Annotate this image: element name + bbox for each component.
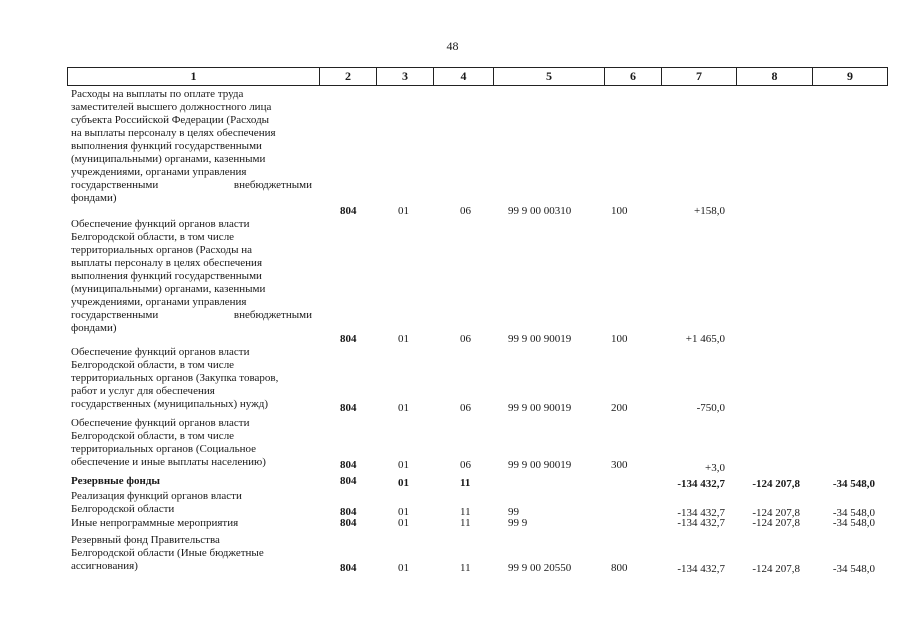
subsection-code: 06 bbox=[460, 459, 471, 471]
header-col-7: 7 bbox=[662, 68, 737, 85]
row-description: Расходы на выплаты по оплате труда заместителей высшего должностного лица субъекта Российской Федерации (Расходы на выплаты персоналу в целях обеспечения выполнения функций государственными (муниципальными) органами, казенными учреждениями, органами управления государственными внебюджетными фондами) bbox=[71, 88, 312, 204]
amount-col-7: -134 432,7 bbox=[677, 563, 725, 575]
row-description: Обеспечение функций органов власти Белгородской области, в том числе территориальных органов (Расходы на выплаты персоналу в целях обеспечения выполнения функций государственными (муниципальными) органами, казенными учреждениями, органами управления государственными внебюджетными фондами) bbox=[71, 218, 312, 334]
section-code: 01 bbox=[398, 477, 409, 489]
target-article-code: 99 9 00 90019 bbox=[508, 402, 572, 414]
amount-col-8: -124 207,8 bbox=[752, 478, 800, 490]
amount-col-7: -134 432,7 bbox=[677, 507, 725, 519]
header-col-4: 4 bbox=[434, 68, 494, 85]
target-article-code: 99 9 bbox=[508, 517, 528, 529]
target-article-code: 99 9 00 90019 bbox=[508, 459, 572, 471]
grbs-code: 804 bbox=[340, 475, 357, 487]
amount-col-9: -34 548,0 bbox=[832, 517, 875, 529]
section-code: 01 bbox=[398, 517, 409, 529]
table-header bbox=[67, 67, 888, 86]
amount-col-8: -124 207,8 bbox=[752, 563, 800, 575]
row-description: Резервный фонд Правительства Белгородской области (Иные бюджетные ассигнования) bbox=[71, 534, 264, 572]
expense-type-code: 300 bbox=[611, 459, 628, 471]
header-col-6: 6 bbox=[605, 68, 662, 85]
section-code: 01 bbox=[398, 562, 409, 574]
section-code: 01 bbox=[398, 459, 409, 471]
amount-col-9: -34 548,0 bbox=[832, 563, 875, 575]
header-col-9: 9 bbox=[847, 69, 853, 83]
section-code: 01 bbox=[398, 205, 409, 217]
grbs-code: 804 bbox=[340, 506, 357, 518]
grbs-code: 804 bbox=[340, 459, 357, 471]
row-description: Иные непрограммные мероприятия bbox=[71, 517, 239, 529]
amount-col-9: -34 548,0 bbox=[832, 507, 875, 519]
amount-col-8: -124 207,8 bbox=[752, 517, 800, 529]
section-code: 01 bbox=[398, 333, 409, 345]
subsection-code: 11 bbox=[460, 562, 471, 574]
subsection-code: 06 bbox=[460, 205, 471, 217]
amount-col-7: -134 432,7 bbox=[677, 517, 725, 529]
header-col-8: 8 bbox=[737, 68, 813, 85]
target-article-code: 99 9 00 20550 bbox=[508, 562, 572, 574]
amount-col-7: +158,0 bbox=[694, 205, 725, 217]
amount-col-9: -34 548,0 bbox=[832, 478, 875, 490]
amount-col-8: -124 207,8 bbox=[752, 507, 800, 519]
grbs-code: 804 bbox=[340, 517, 357, 529]
section-code: 01 bbox=[398, 506, 409, 518]
row-description: Реализация функций органов власти Белгородской области bbox=[71, 490, 242, 515]
expense-type-code: 800 bbox=[611, 562, 628, 574]
subsection-code: 11 bbox=[460, 506, 471, 518]
row-description: Обеспечение функций органов власти Белгородской области, в том числе территориальных органов (Социальное обеспечение и иные выплаты населению) bbox=[71, 417, 266, 468]
target-article-code: 99 bbox=[508, 506, 519, 518]
expense-type-code: 200 bbox=[611, 402, 628, 414]
section-code: 01 bbox=[398, 402, 409, 414]
amount-col-7: -134 432,7 bbox=[677, 478, 725, 490]
subsection-code: 11 bbox=[460, 477, 471, 489]
header-col-1: 1 bbox=[68, 68, 320, 85]
header-col-5: 5 bbox=[494, 68, 605, 85]
header-col-3: 3 bbox=[377, 68, 434, 85]
expense-type-code: 100 bbox=[611, 205, 628, 217]
expense-type-code: 100 bbox=[611, 333, 628, 345]
amount-col-7: -750,0 bbox=[696, 402, 725, 414]
amount-col-7: +3,0 bbox=[705, 462, 725, 474]
grbs-code: 804 bbox=[340, 402, 357, 414]
subsection-code: 06 bbox=[460, 333, 471, 345]
subsection-code: 06 bbox=[460, 402, 471, 414]
header-col-2: 2 bbox=[320, 68, 377, 85]
row-description: Обеспечение функций органов власти Белгородской области, в том числе территориальных органов (Закупка товаров, работ и услуг для обеспечения государственных (муниципальных) нужд) bbox=[71, 346, 279, 410]
amount-col-7: +1 465,0 bbox=[685, 333, 725, 345]
grbs-code: 804 bbox=[340, 562, 357, 574]
row-description: Резервные фонды bbox=[71, 475, 160, 487]
grbs-code: 804 bbox=[340, 205, 357, 217]
subsection-code: 11 bbox=[460, 517, 471, 529]
grbs-code: 804 bbox=[340, 333, 357, 345]
target-article-code: 99 9 00 00310 bbox=[508, 205, 572, 217]
page-number: 48 bbox=[446, 39, 459, 53]
target-article-code: 99 9 00 90019 bbox=[508, 333, 572, 345]
